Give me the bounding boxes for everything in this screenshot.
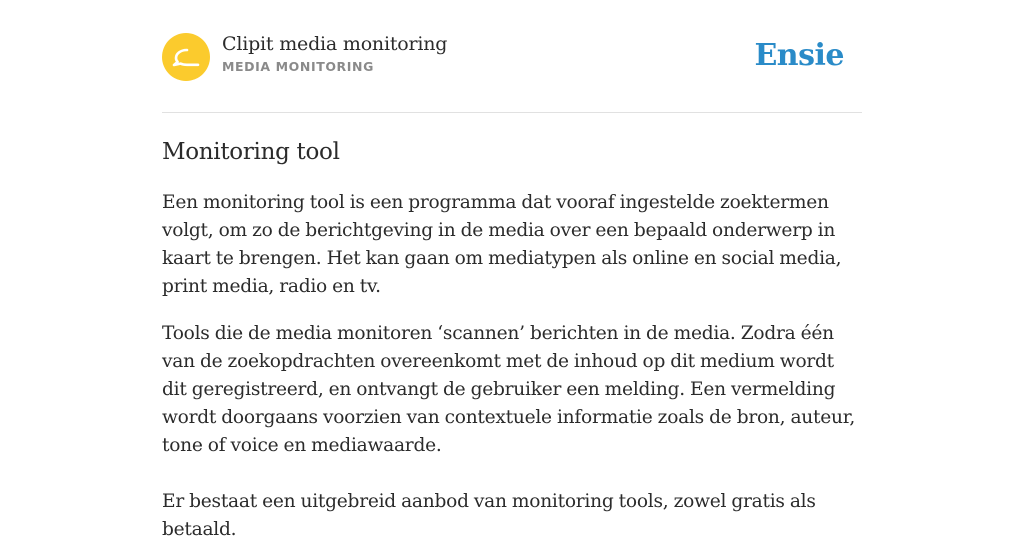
paragraph-2: Tools die de media monitoren ‘scannen’ berichten in de media. Zodra één van de zoekopdrachten overeenkomt met de inhoud op dit medium wordt dit geregistreerd, en ontvangt de gebruiker een melding. Een vermelding wordt doorgaans voorzien van contextuele informatie zoals de bron, auteur, tone of voice en mediawaarde. <box>162 323 855 456</box>
page-title: Monitoring tool <box>162 139 340 165</box>
paragraph-3: Er bestaat een uitgebreid aanbod van monitoring tools, zowel gratis als betaald. <box>162 491 816 540</box>
author-block <box>222 32 447 78</box>
header <box>162 0 862 113</box>
brand-logo[interactable]: Ensie <box>754 37 844 73</box>
avatar[interactable] <box>162 33 210 81</box>
paragraph-1: Een monitoring tool is een programma dat vooraf ingestelde zoektermen volgt, om zo de berichtgeving in de media over een bepaald onderwerp in kaart te brengen. Het kan gaan om mediatypen als online en social media, print media, radio en tv. <box>162 192 842 297</box>
speech-bubble-icon <box>171 46 201 68</box>
author-name[interactable]: Clipit media monitoring <box>222 33 448 55</box>
page <box>162 0 862 544</box>
author-subtitle: MEDIA MONITORING <box>222 59 374 74</box>
